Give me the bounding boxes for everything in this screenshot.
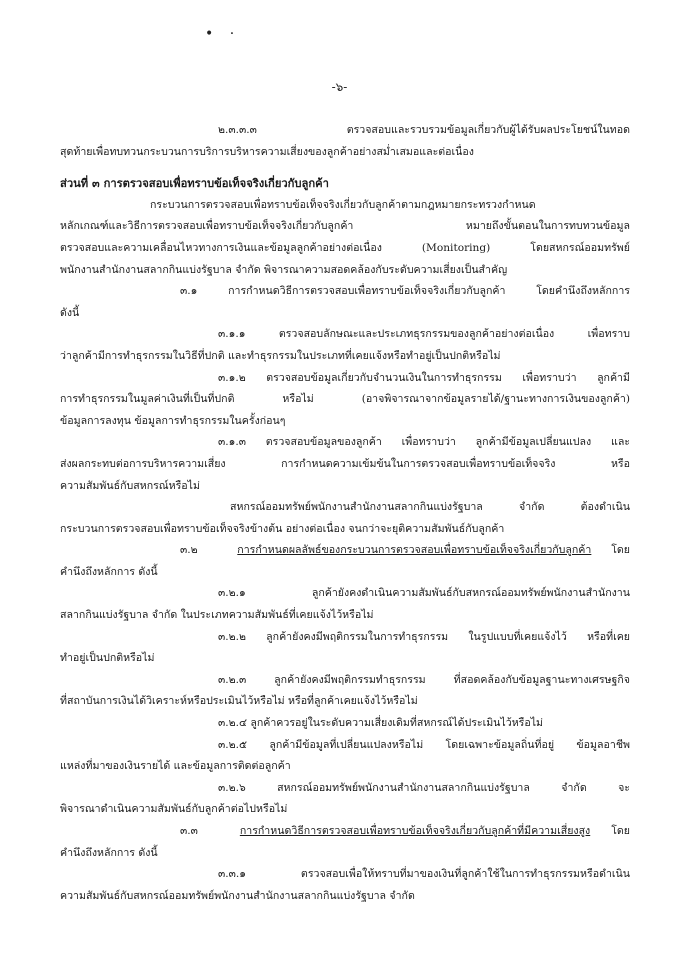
clause-3-2-2: ๓.๒.๒ ลูกค้ายังคงมีพฤติกรรมในการทำธุรกรรม ในรูปแบบที่เคยแจ้งไว้ หรือที่เคย xyxy=(218,630,630,643)
clause-3-2-1: ๓.๒.๑ ลูกค้ายังคงดำเนินความสัมพันธ์กับสหกรณ์ออมทรัพย์พนักงานสำนักงาน xyxy=(218,587,630,600)
clause-3-2-6: พิจารณาดำเนินความสัมพันธ์กับลูกค้าต่อไปหรือไม่ xyxy=(60,803,288,816)
clause-3-3: คำนึงถึงหลักการ ดังนี้ xyxy=(60,846,158,859)
intro-line: ๒.๓.๓.๓ ตรวจสอบและรวบรวมข้อมูลเกี่ยวกับผู้ได้รับผลประโยชน์ในทอด xyxy=(218,124,630,136)
paragraph-line: สหกรณ์ออมทรัพย์พนักงานสำนักงานสลากกินแบ่งรัฐบาล จำกัด ต้องดำเนิน xyxy=(230,501,630,514)
clause-number: ๓.๒ xyxy=(180,544,198,557)
underlined-title: การกำหนดผลลัพธ์ของกระบวนการตรวจสอบเพื่อทราบข้อเท็จจริงเกี่ยวกับลูกค้า xyxy=(237,544,592,557)
paragraph-line: กระบวนการตรวจสอบเพื่อทราบข้อเท็จจริงข้างต้น อย่างต่อเนื่อง จนกว่าจะยุติความสัมพันธ์กับลูกค้า xyxy=(60,522,505,535)
intro-line: สุดท้ายเพื่อทบทวนกระบวนการบริการบริหารความเสี่ยงของลูกค้าอย่างสม่ำเสมอและต่อเนื่อง xyxy=(60,145,474,158)
clause-tail: โดย xyxy=(611,544,630,557)
clause-3-2-2: ทำอยู่เป็นปกติหรือไม่ xyxy=(60,652,155,665)
paragraph-line: กระบวนการตรวจสอบเพื่อทราบข้อเท็จจริงเกี่ยวกับลูกค้าตามกฎหมายกระทรวงกำหนด xyxy=(150,198,536,211)
clause-3-2: คำนึงถึงหลักการ ดังนี้ xyxy=(60,565,158,578)
section-heading: ส่วนที่ ๓ การตรวจสอบเพื่อทราบข้อเท็จจริงเกี่ยวกับลูกค้า xyxy=(60,176,329,191)
clause-3-1-3: ความสัมพันธ์กับสหกรณ์หรือไม่ xyxy=(60,479,200,492)
underlined-title: การกำหนดวิธีการตรวจสอบเพื่อทราบข้อเท็จจริงเกี่ยวกับลูกค้าที่มีความเสี่ยงสูง xyxy=(239,825,591,837)
page-content xyxy=(60,120,630,907)
clause-3-2-5: ๓.๒.๕ ลูกค้ามีข้อมูลที่เปลี่ยนแปลงหรือไม่ โดยเฉพาะข้อมูลถิ่นที่อยู่ ข้อมูลอาชีพ xyxy=(218,738,630,751)
clause-3-1-2: ๓.๑.๒ ตรวจสอบข้อมูลเกี่ยวกับจำนวนเงินในการทำธุรกรรม เพื่อทราบว่า ลูกค้ามี xyxy=(218,371,630,384)
clause-3-2-6: ๓.๒.๖ สหกรณ์ออมทรัพย์พนักงานสำนักงานสลากกินแบ่งรัฐบาล จำกัด จะ xyxy=(218,781,630,794)
clause-3-2 xyxy=(60,540,630,562)
clause-3-2-3: ๓.๒.๓ ลูกค้ายังคงมีพฤติกรรมทำธุรกรรม ที่สอดคล้องกับข้อมูลฐานะทางเศรษฐกิจ xyxy=(218,673,630,686)
clause-3-1: ๓.๑ การกำหนดวิธีการตรวจสอบเพื่อทราบข้อเท็จจริงเกี่ยวกับลูกค้า โดยคำนึงถึงหลักการ xyxy=(180,285,630,298)
clause-3-3-1: ๓.๓.๑ ตรวจสอบเพื่อให้ทราบที่มาของเงินที่ลูกค้าใช้ในการทำธุรกรรมหรือดำเนิน xyxy=(218,868,630,881)
clause-3-2-1: สลากกินแบ่งรัฐบาล จำกัด ในประเภทความสัมพันธ์ที่เคยแจ้งไว้หรือไม่ xyxy=(60,609,374,622)
clause-3-1-1: ๓.๑.๑ ตรวจสอบลักษณะและประเภทธุรกรรมของลูกค้าอย่างต่อเนื่อง เพื่อทราบ xyxy=(218,328,630,341)
clause-3-1-2: การทำธุรกรรมในมูลค่าเงินที่เป็นที่ปกติ หรือไม่ (อาจพิจารณาจากข้อมูลรายได้/ฐานะทางการเงินของลูกค้า) xyxy=(60,393,630,406)
paragraph-line: หลักเกณฑ์และวิธีการตรวจสอบเพื่อทราบข้อเท็จจริงเกี่ยวกับลูกค้า หมายถึงขั้นตอนในการทบทวนข้อมูล xyxy=(60,220,630,233)
clause-tail: โดย xyxy=(611,825,630,837)
page-number: -๖- xyxy=(331,80,348,94)
clause-3-2-5: แหล่งที่มาของเงินรายได้ และข้อมูลการติดต่อลูกค้า xyxy=(60,760,291,773)
paragraph-line: ตรวจสอบและความเคลื่อนไหวทางการเงินและข้อมูลลูกค้าอย่างต่อเนื่อง (Monitoring) โดยสหกรณ์ออมทรัพย์ xyxy=(60,241,630,254)
clause-3-1-3: ส่งผลกระทบต่อการบริหารความเสี่ยง การกำหนดความเข้มข้นในการตรวจสอบเพื่อทราบข้อเท็จจริง หรือ xyxy=(60,457,630,470)
clause-3-1-1: ว่าลูกค้ามีการทำธุรกรรมในวิธีที่ปกติ และทำธุรกรรมในประเภทที่เคยแจ้งหรือทำอยู่เป็นปกติหรือไม่ xyxy=(60,349,501,362)
clause-3-3 xyxy=(60,821,630,843)
clause-3-1-2: ข้อมูลการลงทุน ข้อมูลการทำธุรกรรมในครั้งก่อนๆ xyxy=(60,414,286,427)
clause-3-2-3: ที่สถาบันการเงินได้วิเคราะห์หรือประเมินไว้หรือไม่ หรือที่ลูกค้าเคยแจ้งไว้หรือไม่ xyxy=(60,695,418,708)
paragraph-line: พนักงานสำนักงานสลากกินแบ่งรัฐบาล จำกัด พิจารณาความสอดคล้องกับระดับความเสี่ยงเป็นสำคัญ xyxy=(60,263,508,276)
clause-3-3-1: ความสัมพันธ์กับสหกรณ์ออมทรัพย์พนักงานสำนักงานสลากกินแบ่งรัฐบาล จำกัด xyxy=(60,889,415,902)
clause-3-1-3: ๓.๑.๓ ตรวจสอบข้อมูลของลูกค้า เพื่อทราบว่า ลูกค้ามีข้อมูลเปลี่ยนแปลง และ xyxy=(218,436,630,449)
clause-number: ๓.๓ xyxy=(180,825,198,837)
scan-specks: • · xyxy=(205,26,241,42)
clause-3-2-4: ๓.๒.๔ ลูกค้าควรอยู่ในระดับความเสี่ยงเดิมที่สหกรณ์ได้ประเมินไว้หรือไม่ xyxy=(218,717,544,730)
clause-3-1: ดังนี้ xyxy=(60,306,80,319)
